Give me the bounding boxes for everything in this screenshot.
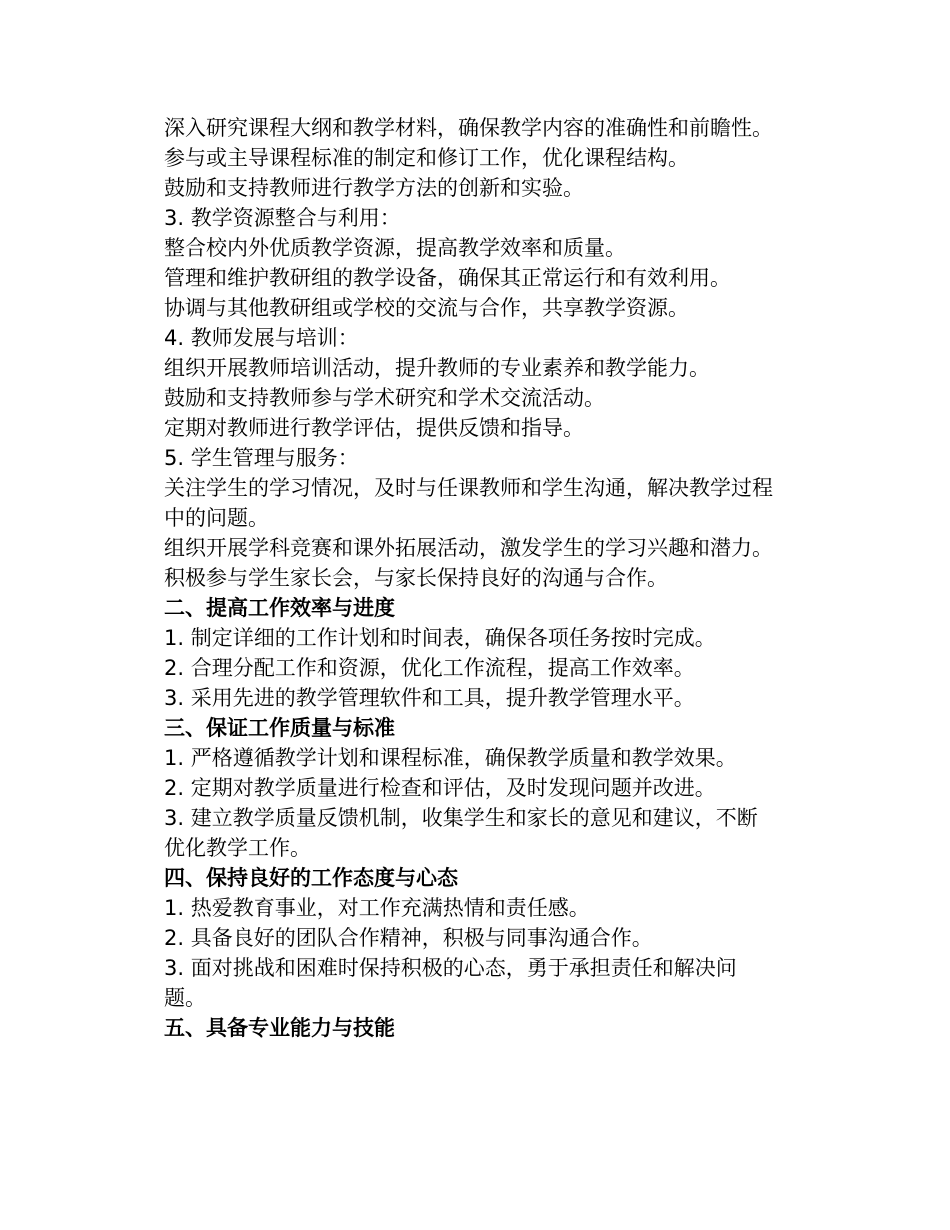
section-subheading: 4. 教师发展与培训：: [164, 326, 359, 350]
paragraph: 组织开展教师培训活动，提升教师的专业素养和教学能力。: [164, 356, 710, 380]
paragraph: 管理和维护教研组的教学设备，确保其正常运行和有效利用。: [164, 266, 731, 290]
list-item: 1. 热爱教育事业，对工作充满热情和责任感。: [164, 896, 590, 920]
list-item: 1. 严格遵循教学计划和课程标准，确保教学质量和教学效果。: [164, 746, 737, 770]
paragraph: 深入研究课程大纲和教学材料，确保教学内容的准确性和前瞻性。: [164, 116, 773, 140]
paragraph: 鼓励和支持教师进行教学方法的创新和实验。: [164, 176, 584, 200]
list-item: 3. 建立教学质量反馈机制，收集学生和家长的意见和建议，不断优化教学工作。: [164, 806, 758, 860]
paragraph: 鼓励和支持教师参与学术研究和学术交流活动。: [164, 386, 605, 410]
paragraph: 定期对教师进行教学评估，提供反馈和指导。: [164, 416, 584, 440]
list-item: 2. 具备良好的团队合作精神，积极与同事沟通合作。: [164, 926, 653, 950]
document-page: [164, 113, 774, 1043]
section-subheading: 3. 教学资源整合与利用：: [164, 206, 401, 230]
section-heading: 四、保持良好的工作态度与心态: [164, 866, 458, 890]
list-item: 2. 定期对教学质量进行检查和评估，及时发现问题并改进。: [164, 776, 716, 800]
paragraph: 组织开展学科竞赛和课外拓展活动，激发学生的学习兴趣和潜力。: [164, 536, 773, 560]
paragraph: 关注学生的学习情况，及时与任课教师和学生沟通，解决教学过程中的问题。: [164, 476, 773, 530]
paragraph: 积极参与学生家长会，与家长保持良好的沟通与合作。: [164, 566, 668, 590]
list-item: 3. 面对挑战和困难时保持积极的心态，勇于承担责任和解决问题。: [164, 956, 737, 1010]
list-item: 2. 合理分配工作和资源，优化工作流程，提高工作效率。: [164, 656, 695, 680]
section-heading: 五、具备专业能力与技能: [164, 1016, 395, 1040]
list-item: 3. 采用先进的教学管理软件和工具，提升教学管理水平。: [164, 686, 695, 710]
paragraph: 整合校内外优质教学资源，提高教学效率和质量。: [164, 236, 626, 260]
paragraph: 参与或主导课程标准的制定和修订工作，优化课程结构。: [164, 146, 689, 170]
section-heading: 三、保证工作质量与标准: [164, 716, 395, 740]
paragraph: 协调与其他教研组或学校的交流与合作，共享教学资源。: [164, 296, 689, 320]
list-item: 1. 制定详细的工作计划和时间表，确保各项任务按时完成。: [164, 626, 716, 650]
section-subheading: 5. 学生管理与服务：: [164, 446, 359, 470]
section-heading: 二、提高工作效率与进度: [164, 596, 395, 620]
